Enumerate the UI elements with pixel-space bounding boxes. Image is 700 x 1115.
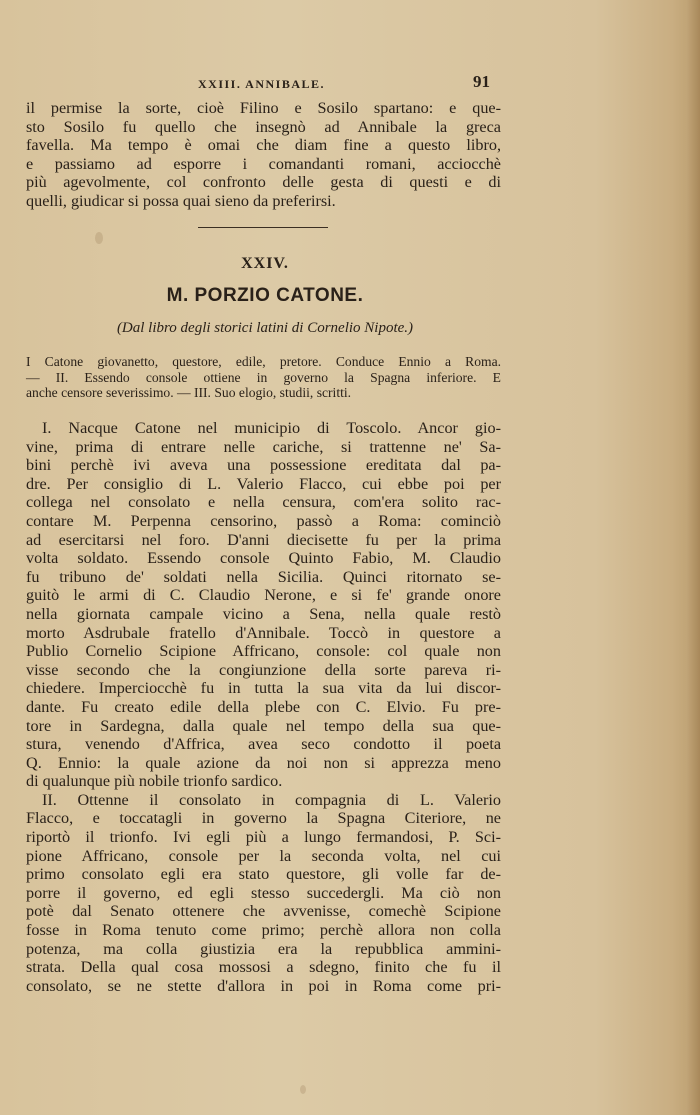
text-line: nella giornata campale vicino a Sena, nella quale restò [26,604,501,623]
summary-line: I Catone giovanetto, questore, edile, pretore. Conduce Ennio a Roma. [26,354,501,369]
text-line: consolato, se ne stette d'allora in poi in Roma come pri- [26,976,501,995]
text-line: volta soldato. Essendo console Quinto Fabio, M. Claudio [26,549,501,568]
text-line: morto Asdrubale fratello d'Annibale. Toccò in questore a [26,623,501,642]
text-line: Q. Ennio: la quale azione da noi non si apprezza meno [26,753,501,772]
paper-stain [300,1085,306,1094]
text-line: primo consolato egli era stato questore, gli volle far de- [26,865,501,884]
running-head [30,72,490,96]
text-line: dre. Per consiglio di L. Valerio Flacco, cui ebbe poi per [26,474,501,493]
paper-stain [95,232,103,244]
text-line: di qualunque più nobile trionfo sardico. [26,772,283,791]
chapter-source: (Dal libro degli storici latini di Cornelio Nipote.) [116,320,414,336]
text-line: quelli, giudicar si possa quai sieno da preferirsi. [26,191,336,210]
chapter-summary [26,354,501,401]
text-line: visse secondo che la congiunzione della sorte pareva ri- [26,660,501,679]
text-line: potè dal Senato ottenere che avvenisse, comechè Scipione [26,902,501,921]
page-number: 91 [473,72,490,91]
text-line: dante. Fu creato edile della plebe con C. Elvio. Fu pre- [26,697,501,716]
page-edge [686,0,700,1115]
text-line: Publio Cornelio Scipione Affricano, console: col quale non [26,642,501,661]
text-line: pione Affricano, console per la seconda volta, nel cui [26,846,501,865]
text-line: più agevolmente, col confronto delle gesta di questi e di [26,173,501,192]
text-line: contare M. Perpenna censorino, passò a Roma: cominciò [26,511,501,530]
text-line: II. Ottenne il consolato in compagnia di L. Valerio [42,790,501,809]
text-line: I. Nacque Catone nel municipio di Toscolo. Ancor gio- [42,419,501,437]
text-line: fosse in Roma tenuto come primo; perchè allora non colla [26,921,501,940]
text-line: riportò il trionfo. Ivi egli più a lungo fermandosi, P. Sci- [26,828,501,847]
text-line: Flacco, e toccatagli in governo la Spagna Citeriore, ne [26,809,501,828]
text-line: e passiamo ad esporre i comandanti romani, acciocchè [26,154,501,173]
running-title: XXIII. ANNIBALE. [198,77,326,91]
text-line: strata. Della qual cosa mossosi a sdegno, finito che fu il [26,958,501,977]
summary-line: anche censore severissimo. — III. Suo elogio, studii, scritti. [26,385,352,401]
chapter-title: M. PORZIO CATONE. [166,285,364,306]
text-line: fu tribuno de' soldati nella Sicilia. Quinci ritornato se- [26,567,501,586]
chapter-number: XXIV. [241,255,289,272]
text-line: porre il governo, ed egli stesso succedergli. Ma ciò non [26,883,501,902]
text-line: stura, venendo d'Affrica, avea seco condotto il poeta [26,735,501,754]
summary-line: — II. Essendo console ottiene in governo la Spagna inferiore. E [26,369,501,385]
text-line: ad esercitarsi nel foro. D'anni diecisette fu per la prima [26,530,501,549]
text-line: collega nel consolato e nella censura, com'era solito rac- [26,493,501,512]
body-text [26,419,501,995]
text-line: chiedere. Imperciocchè fu in tutta la sua vita da lui discor- [26,679,501,698]
text-line: guitò le armi di C. Claudio Nerone, e si fe' grande onore [26,586,501,605]
text-line: tore in Sardegna, dalla quale nel tempo della sua que- [26,716,501,735]
text-line: potenza, ma colla giustizia era la repubblica ammini- [26,939,501,958]
text-line: il permise la sorte, cioè Filino e Sosilo spartano: e que- [26,99,501,117]
intro-paragraph [26,99,501,211]
text-line: sto Sosilo fu quello che insegnò ad Annibale la greca [26,117,501,136]
text-line: favella. Ma tempo è omai che diam fine a questo libro, [26,136,501,155]
text-line: bini perchè ivi aveva una possessione ereditata dal pa- [26,456,501,475]
section-divider [198,227,328,228]
text-line: vine, prima di entrare nelle cariche, si trattenne ne' Sa- [26,437,501,456]
